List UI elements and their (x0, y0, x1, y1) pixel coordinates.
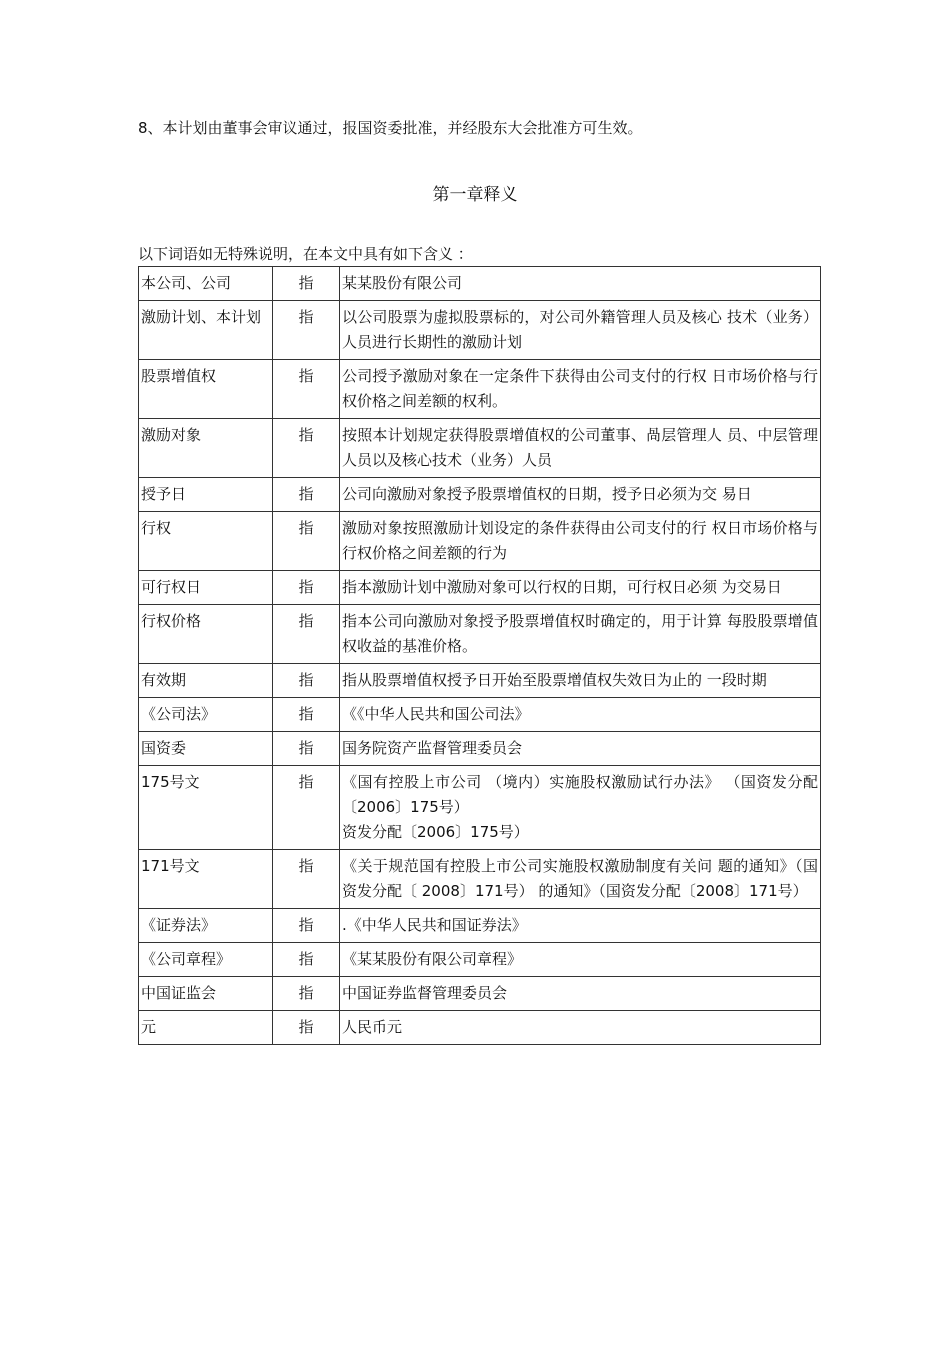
definition-zhi: 指 (273, 977, 340, 1011)
definition-term: 行权价格 (139, 605, 273, 664)
definition-row (139, 478, 821, 512)
definition-text (340, 571, 821, 605)
definition-line: 激励对象按照激励计划设定的条件获得由公司支付的行 权日市场价格与行权价格之间差额的行为 (342, 519, 818, 562)
definition-zhi: 指 (273, 478, 340, 512)
definition-text (340, 766, 821, 850)
definition-row (139, 850, 821, 909)
definition-zhi: 指 (273, 909, 340, 943)
definition-term: 《公司法》 (139, 698, 273, 732)
definition-term: 有效期 (139, 664, 273, 698)
definition-text (340, 419, 821, 478)
definition-line: .《中华人民共和国证券法》 (342, 916, 527, 934)
definition-text (340, 478, 821, 512)
definition-zhi: 指 (273, 360, 340, 419)
definition-line: 《《中华人民共和国公司法》 (342, 705, 530, 723)
definition-line: 资发分配〔2006〕175号） (342, 823, 529, 841)
definition-line: 《某某股份有限公司章程》 (342, 950, 523, 968)
definition-zhi: 指 (273, 850, 340, 909)
definition-zhi: 指 (273, 732, 340, 766)
definition-row (139, 419, 821, 478)
chapter-title: 第一章释义 (432, 185, 518, 205)
definition-row (139, 909, 821, 943)
definition-row (139, 267, 821, 301)
paragraph-8: 8、本计划由董事会审议通过，报国资委批准，并经股东大会批准方可生效。 (138, 119, 643, 137)
definitions-table (138, 266, 821, 1045)
definition-row (139, 977, 821, 1011)
definition-term: 《公司章程》 (139, 943, 273, 977)
definition-line: 按照本计划规定获得股票增值权的公司董事、咼层管理人 员、中层管理人员以及核心技术（业务）人员 (342, 426, 818, 469)
definition-row (139, 943, 821, 977)
definition-line: 中国证券监督管理委员会 (342, 984, 508, 1002)
definition-line: 指本激励计划中激励对象可以行权的日期，可行权日必须 为交易日 (342, 578, 782, 596)
definition-text (340, 732, 821, 766)
definition-text (340, 698, 821, 732)
definition-zhi: 指 (273, 419, 340, 478)
definition-text (340, 267, 821, 301)
definition-zhi: 指 (273, 1011, 340, 1045)
definition-zhi: 指 (273, 267, 340, 301)
definition-zhi: 指 (273, 664, 340, 698)
definition-term: 国资委 (139, 732, 273, 766)
definition-zhi: 指 (273, 571, 340, 605)
definition-row (139, 766, 821, 850)
definition-row (139, 605, 821, 664)
definition-text (340, 512, 821, 571)
definition-zhi: 指 (273, 698, 340, 732)
definition-text (340, 1011, 821, 1045)
definition-line: 公司向激励对象授予股票增值权的日期，授予日必须为交 易日 (342, 485, 752, 503)
definition-line: 国务院资产监督管理委员会 (342, 739, 523, 757)
definition-zhi: 指 (273, 766, 340, 850)
definition-zhi: 指 (273, 943, 340, 977)
definition-row (139, 664, 821, 698)
definition-term: 《证券法》 (139, 909, 273, 943)
definition-text (340, 664, 821, 698)
definition-text (340, 943, 821, 977)
definition-line: 某某股份有限公司 (342, 274, 463, 292)
definition-zhi: 指 (273, 605, 340, 664)
definition-line: 指从股票增值权授予日开始至股票增值权失效日为止的 一段时期 (342, 671, 767, 689)
definition-text (340, 360, 821, 419)
definition-row (139, 698, 821, 732)
definition-line: 指本公司向激励对象授予股票增值权时确定的，用于计算 每股股票增值权收益的基准价格。 (342, 612, 818, 655)
definition-term: 175号文 (139, 766, 273, 850)
definition-term: 本公司、公司 (139, 267, 273, 301)
definition-zhi: 指 (273, 301, 340, 360)
definition-line: 人民币元 (342, 1018, 403, 1036)
definition-term: 可行权日 (139, 571, 273, 605)
definition-text (340, 850, 821, 909)
definition-row (139, 360, 821, 419)
definition-line: 《国有控股上市公司 （境内）实施股权激励试行办法》 （国资发分配〔2006〕175号） (342, 773, 818, 816)
definition-term: 激励计划、本计划 (139, 301, 273, 360)
definition-row (139, 1011, 821, 1045)
definition-row (139, 571, 821, 605)
definition-term: 行权 (139, 512, 273, 571)
definition-row (139, 512, 821, 571)
definition-term: 171号文 (139, 850, 273, 909)
definition-term: 元 (139, 1011, 273, 1045)
definitions-body (139, 267, 821, 1045)
definition-term: 授予日 (139, 478, 273, 512)
definition-row (139, 732, 821, 766)
definition-zhi: 指 (273, 512, 340, 571)
definition-line: 以公司股票为虚拟股票标的，对公司外籍管理人员及核心 技术（业务）人员进行长期性的激励计划 (342, 308, 818, 351)
definition-line: 公司授予激励对象在一定条件下获得由公司支付的行权 日市场价格与行权价格之间差额的权利。 (342, 367, 818, 410)
definition-text (340, 977, 821, 1011)
definition-line: 《关于规范国有控股上市公司实施股权激励制度有关问 题的通知》（国资发分配〔 2008〕171号） 的通知》（国资发分配〔2008〕171号） (342, 857, 818, 900)
definition-text (340, 301, 821, 360)
definition-term: 中国证监会 (139, 977, 273, 1011)
definition-text (340, 909, 821, 943)
intro-text: 以下词语如无特殊说明，在本文中具有如下含义 ： (138, 245, 473, 263)
definition-text (340, 605, 821, 664)
definition-row (139, 301, 821, 360)
definition-term: 股票增值权 (139, 360, 273, 419)
definition-term: 激励对象 (139, 419, 273, 478)
